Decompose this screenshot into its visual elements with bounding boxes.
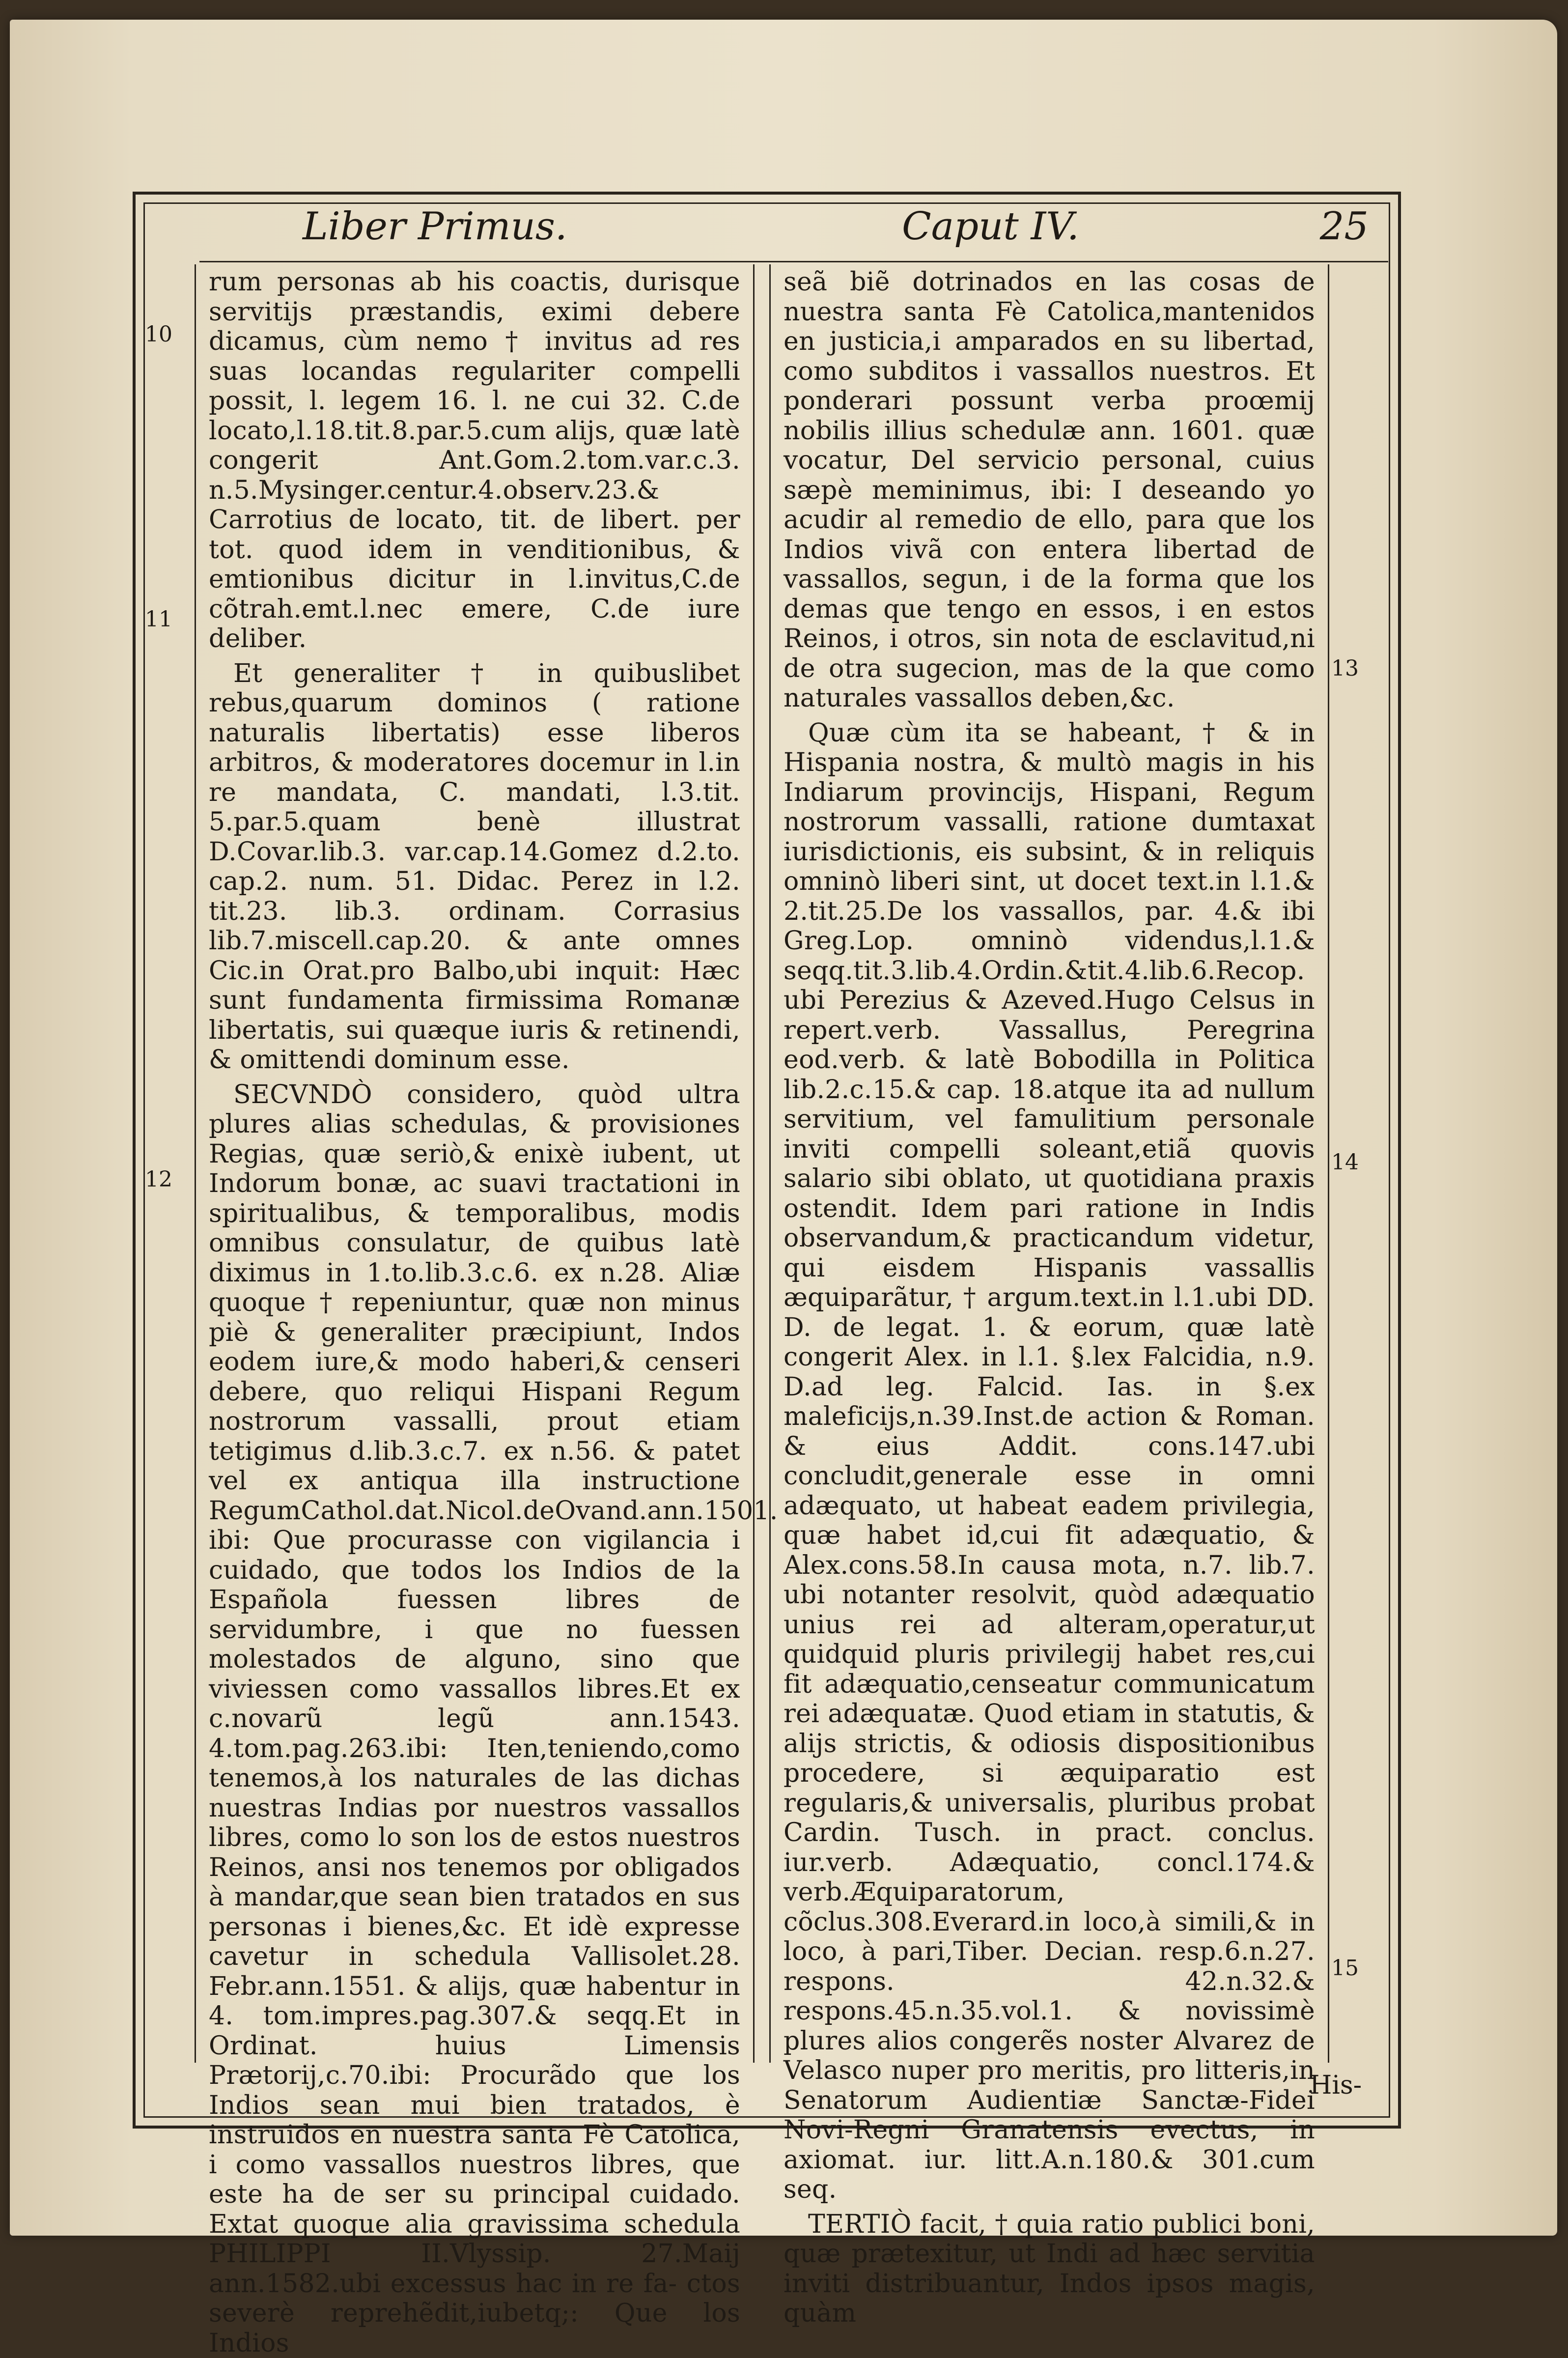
margin-number-11: 11 xyxy=(145,607,172,632)
folio-number: 25 xyxy=(1320,195,1369,258)
running-head-right: Caput IV. xyxy=(902,195,1079,258)
margin-number-15: 15 xyxy=(1331,1956,1359,1981)
header-rule xyxy=(199,261,1388,262)
right-column xyxy=(769,264,1329,2063)
left-paragraph-3: SECVNDÒ considero, quòd ultra plures alias schedulas, & provisiones Regias, quæ seriò,& enixè iubent, ut Indorum bonæ, ac suavi tractationi in spiritualibus, & temporalibus, modis omnibus consulatur, de quibus latè diximus in 1.to.lib.3.c.6. ex n.28. Aliæ quoque † repeniuntur, quæ non minus piè & generaliter præcipiunt, Indos eodem iure,& modo haberi,& censeri debere, quo reliqui Hispani Regum nostrorum vassalli, prout etiam tetigimus d.lib.3.c.7. ex n.56. & patet vel ex antiqua illa instructione RegumCathol.dat.Nicol.deOvand.ann.1501. ibi: Que procurasse con vigilancia i cuidado, que todos los Indios de la Española fuessen libres de servidumbre, i que no fuessen molestados de alguno, sino que viviessen como vassallos libres.Et ex c.novarũ legũ ann.1543. 4.tom.pag.263.ibi: Iten,teniendo,como tenemos,à los naturales de las dichas nuestras Indias por nuestros vassallos libres, como lo son los de estos nuestros Reinos, ansi nos tenemos por obligados à mandar,que sean bien tratados en sus personas i bienes,&c. Et idè expresse cavetur in schedula Vallisolet.28. Febr.ann.1551. & alijs, quæ habentur in 4. tom.impres.pag.307.& seqq.Et in Ordinat. huius Limensis Prætorij,c.70.ibi: Procurãdo que los Indios sean mui bien tratados, è instruidos en nuestra santa Fè Catolica, i como vassallos nuestros libres, que este ha de ser su principal cuidado. Extat quoque alia gravissima schedula PHILIPPI II.Vlyssip. 27.Maij ann.1582.ubi excessus hac in re fa- ctos severè reprehẽdit,iubetq;: Que los Indios xyxy=(209,1080,740,2358)
margin-number-10: 10 xyxy=(145,322,172,347)
right-paragraph-3: TERTIÒ facit, † quia ratio publici boni, quæ prætexitur, ut Indi ad hæc servitia inviti distribuantur, Indos ipsos magis, quàm xyxy=(784,2210,1315,2329)
text-frame xyxy=(133,192,1401,2129)
left-paragraph-1: rum personas ab his coactis, durisque servitijs præstandis, eximi debere dicamus, cùm nemo † invitus ad res suas locandas regulariter compelli possit, l. legem 16. l. ne cui 32. C.de locato,l.18.tit.8.par.5.cum alijs, quæ latè congerit Ant.Gom.2.tom.var.c.3. n.5.Mysinger.centur.4.observ.23.& Carrotius de locato, tit. de libert. per tot. quod idem in venditionibus, & emtionibus dicitur in l.invitus,C.de cõtrah.emt.l.nec emere, C.de iure deliber. xyxy=(209,267,740,654)
catchword: His- xyxy=(1310,2071,1362,2100)
page-leaf xyxy=(10,20,1557,2236)
left-column xyxy=(195,264,755,2063)
running-head-left: Liber Primus. xyxy=(303,195,567,258)
margin-number-14: 14 xyxy=(1331,1150,1359,1175)
right-paragraph-2: Quæ cùm ita se habeant, † & in Hispania nostra, & multò magis in his Indiarum provincijs, Hispani, Regum nostrorum vassalli, ratione dumtaxat iurisdictionis, eis subsint, & in reliquis omninò liberi sint, ut docet text.in l.1.& 2.tit.25.De los vassallos, par. 4.& ibi Greg.Lop. omninò videndus,l.1.& seqq.tit.3.lib.4.Ordin.&tit.4.lib.6.Recop. ubi Perezius & Azeved.Hugo Celsus in repert.verb. Vassallus, Peregrina eod.verb. & latè Bobodilla in Politica lib.2.c.15.& cap. 18.atque ita ad nullum servitium, vel famulitium personale inviti compelli soleant,etiã quovis salario sibi oblato, ut quotidiana praxis ostendit. Idem pari ratione in Indis observandum,& practicandum videtur, qui eisdem Hispanis vassallis æquiparãtur, † argum.text.in l.1.ubi DD. D. de legat. 1. & eorum, quæ latè congerit Alex. in l.1. §.lex Falcidia, n.9. D.ad leg. Falcid. Ias. in §.ex maleficijs,n.39.Inst.de action & Roman. & eius Addit. cons.147.ubi concludit,generale esse in omni adæquato, ut habeat eadem privilegia, quæ habet id,cui fit adæquatio, & Alex.cons.58.In causa mota, n.7. lib.7. ubi notanter resolvit, quòd adæquatio unius rei ad alteram,operatur,ut quidquid pluris privilegij habet res,cui fit adæquatio,censeatur communicatum rei adæquatæ. Quod etiam in statutis, & alijs strictis, & odiosis dispositionibus procedere, si æquiparatio est regularis,& universalis, pluribus probat Cardin. Tusch. in pract. conclus. iur.verb. Adæquatio, concl.174.& verb.Æquiparatorum, cõclus.308.Everard.in loco,à simili,& in loco, à pari,Tiber. Decian. resp.6.n.27. respons. 42.n.32.& respons.45.n.35.vol.1. & novissimè plures alios congerẽs noster Alvarez de Velasco nuper pro meritis, pro litteris,in Senatorum Audientiæ Sanctæ-Fidei Novi-Regni Granatensis evectus, in axiomat. iur. litt.A.n.180.& 301.cum seq. xyxy=(784,718,1315,2205)
margin-number-12: 12 xyxy=(145,1167,172,1192)
margin-number-13: 13 xyxy=(1331,656,1359,681)
left-paragraph-2: Et generaliter † in quibuslibet rebus,quarum dominos ( ratione naturalis libertatis) esse liberos arbitros, & moderatores docemur in l.in re mandata, C. mandati, l.3.tit. 5.par.5.quam benè illustrat D.Covar.lib.3. var.cap.14.Gomez d.2.to. cap.2. num. 51. Didac. Perez in l.2. tit.23. lib.3. ordinam. Corrasius lib.7.miscell.cap.20. & ante omnes Cic.in Orat.pro Balbo,ubi inquit: Hæc sunt fundamenta firmissima Romanæ libertatis, sui quæque iuris & retinendi, & omittendi dominum esse. xyxy=(209,659,740,1075)
right-paragraph-1: seã biẽ dotrinados en las cosas de nuestra santa Fè Catolica,mantenidos en justicia,i amparados en su libertad, como subditos i vassallos nuestros. Et ponderari possunt verba proœmij nobilis illius schedulæ ann. 1601. quæ vocatur, Del servicio personal, cuius sæpè meminimus, ibi: I deseando yo acudir al remedio de ello, para que los Indios vivã con entera libertad de vassallos, segun, i de la forma que los demas que tengo en essos, i en estos Reinos, i otros, sin nota de esclavitud,ni de otra sugecion, mas de la que como naturales vassallos deben,&c. xyxy=(784,267,1315,713)
